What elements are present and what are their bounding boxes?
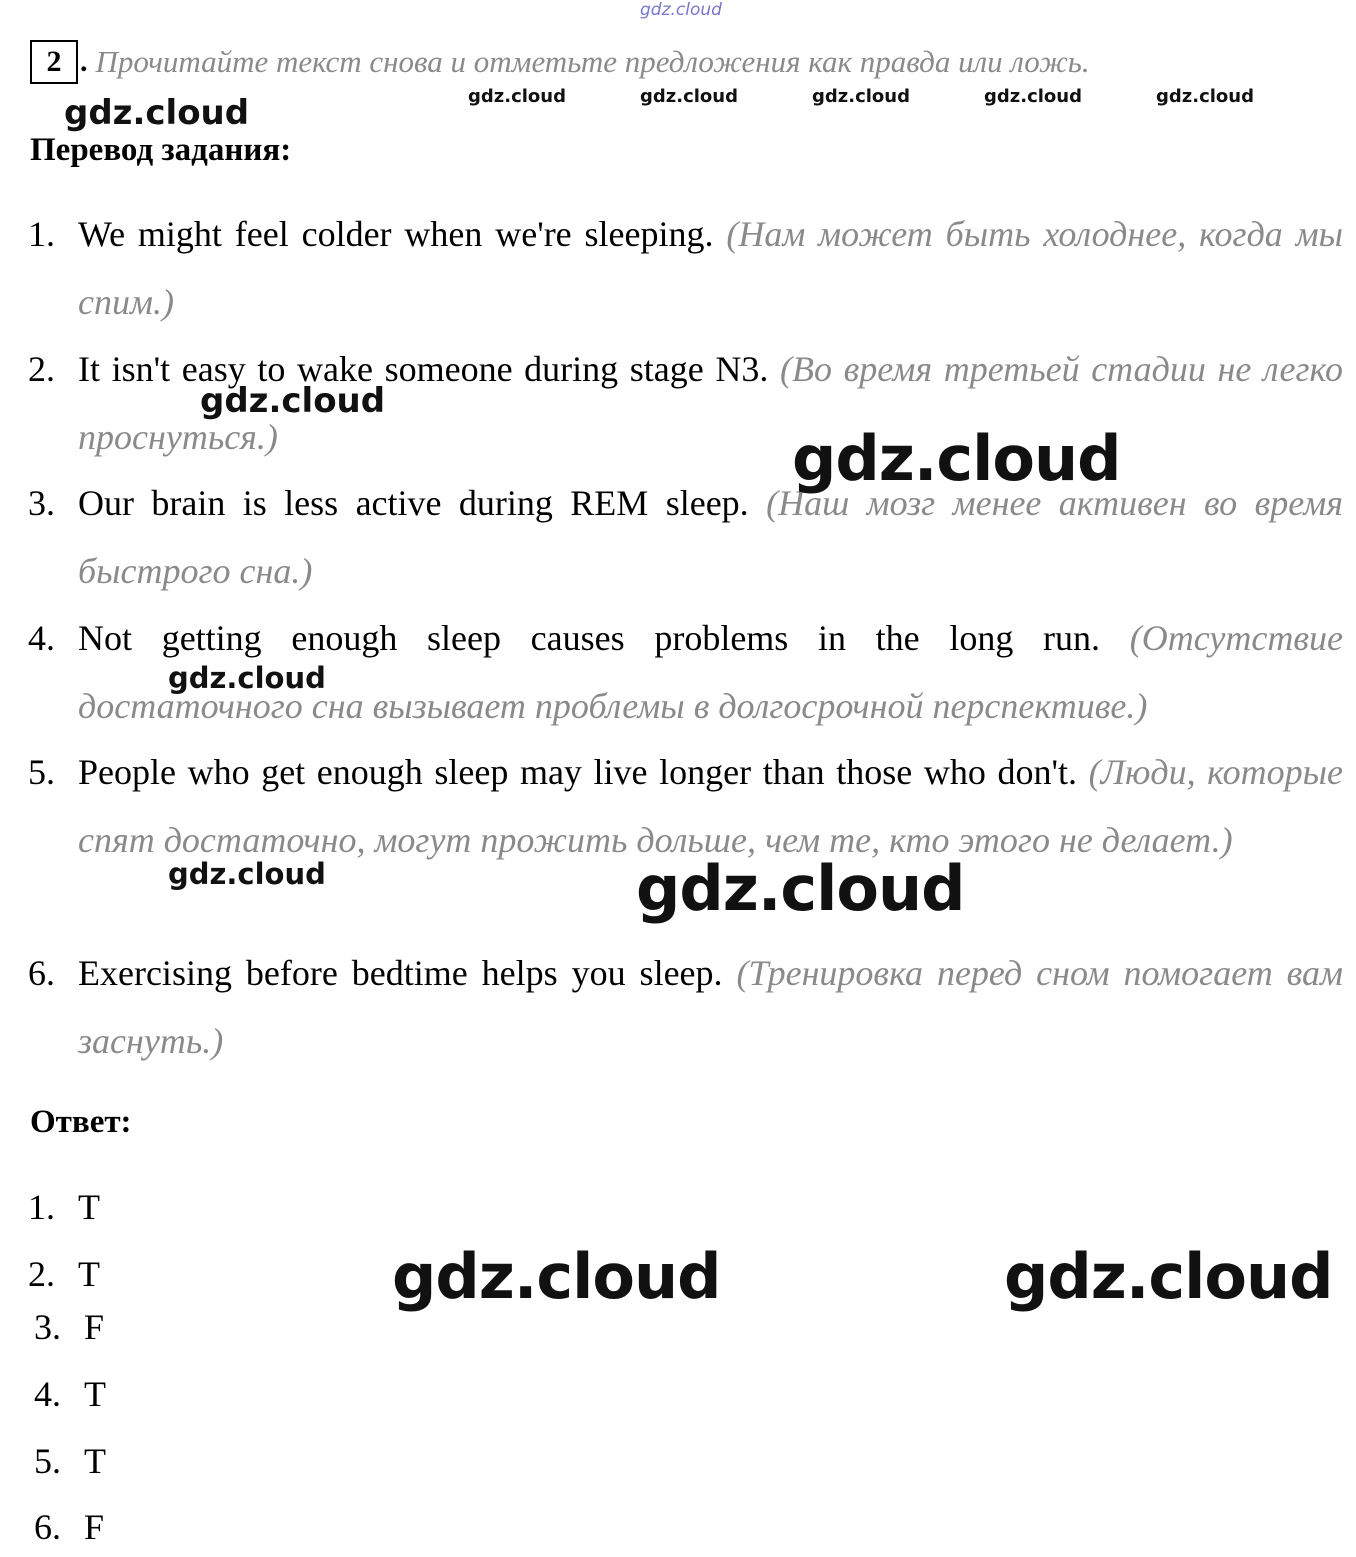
watermark-overlay-2: gdz.cloud [792, 422, 1121, 495]
list-item [28, 469, 1343, 605]
answer-value: T [78, 1187, 100, 1227]
watermark-overlay-3: gdz.cloud [168, 661, 326, 695]
item-number: 5. [28, 752, 55, 792]
item-english: It isn't easy to wake someone during stage N3. [78, 349, 769, 389]
item-english: People who get enough sleep may live longer than those who don't. [78, 752, 1077, 792]
item-english: Exercising before bedtime helps you sleep. [78, 953, 723, 993]
watermark-bottom-right: gdz.cloud [1004, 1240, 1333, 1313]
watermark-row-1: gdz.cloud [468, 86, 566, 107]
item-russian: (Наш мозг менее активен во время быстрого сна.) [78, 483, 1343, 591]
answer-title: Ответ: [30, 1104, 132, 1140]
watermark-top: gdz.cloud [640, 0, 722, 20]
item-number: 3. [28, 483, 55, 523]
watermark-overlay-4: gdz.cloud [168, 857, 326, 891]
item-number: 4. [28, 618, 55, 658]
answer-item [28, 1253, 100, 1295]
answer-item [34, 1373, 106, 1415]
task-number-box: 2 [30, 40, 78, 84]
answer-number: 1. [28, 1187, 55, 1227]
item-russian: (Нам может быть холоднее, когда мы спим.) [78, 214, 1343, 322]
answer-value: F [84, 1307, 105, 1347]
watermark-row-2: gdz.cloud [640, 86, 738, 107]
item-english: We might feel colder when we're sleeping. [78, 214, 714, 254]
watermark-row-3: gdz.cloud [812, 86, 910, 107]
task-header [30, 40, 1090, 84]
translation-title: Перевод задания: [30, 132, 292, 168]
answer-item [34, 1506, 104, 1548]
task-instruction: Прочитайте текст снова и отметьте предложения как правда или ложь. [95, 44, 1090, 79]
list-item [28, 200, 1343, 336]
answer-number: 2. [28, 1254, 55, 1294]
item-number: 1. [28, 214, 55, 254]
watermark-overlay-5: gdz.cloud [636, 852, 965, 925]
answer-number: 3. [34, 1307, 61, 1347]
answer-item [34, 1440, 106, 1482]
watermark-row-4: gdz.cloud [984, 86, 1082, 107]
answer-number: 4. [34, 1374, 61, 1414]
answer-number: 5. [34, 1441, 61, 1481]
watermark-bottom-left: gdz.cloud [392, 1240, 721, 1313]
answer-value: T [84, 1374, 106, 1414]
item-russian: (Во время третьей стадии не легко проснуться.) [78, 349, 1344, 457]
watermark-overlay-1: gdz.cloud [200, 381, 386, 421]
answer-value: T [84, 1441, 106, 1481]
item-english: Our brain is less active during REM sleep. [78, 483, 749, 523]
list-item [28, 939, 1343, 1075]
answer-value: T [78, 1254, 100, 1294]
watermark-main: gdz.cloud [64, 93, 250, 133]
item-russian: (Отсутствие достаточного сна вызывает проблемы в долгосрочной перспективе.) [78, 618, 1343, 726]
item-russian: (Люди, которые спят достаточно, могут прожить дольше, чем те, кто этого не делает.) [78, 752, 1344, 860]
item-english: Not getting enough sleep causes problems in the long run. [78, 618, 1101, 658]
item-number: 2. [28, 349, 55, 389]
answer-item [34, 1306, 104, 1348]
answer-item [28, 1186, 100, 1228]
task-number-dot: . [80, 45, 88, 78]
item-number: 6. [28, 953, 55, 993]
watermark-row-5: gdz.cloud [1156, 86, 1254, 107]
item-russian: (Тренировка перед сном помогает вам заснуть.) [78, 953, 1343, 1061]
answer-value: F [84, 1507, 105, 1547]
answer-number: 6. [34, 1507, 61, 1547]
